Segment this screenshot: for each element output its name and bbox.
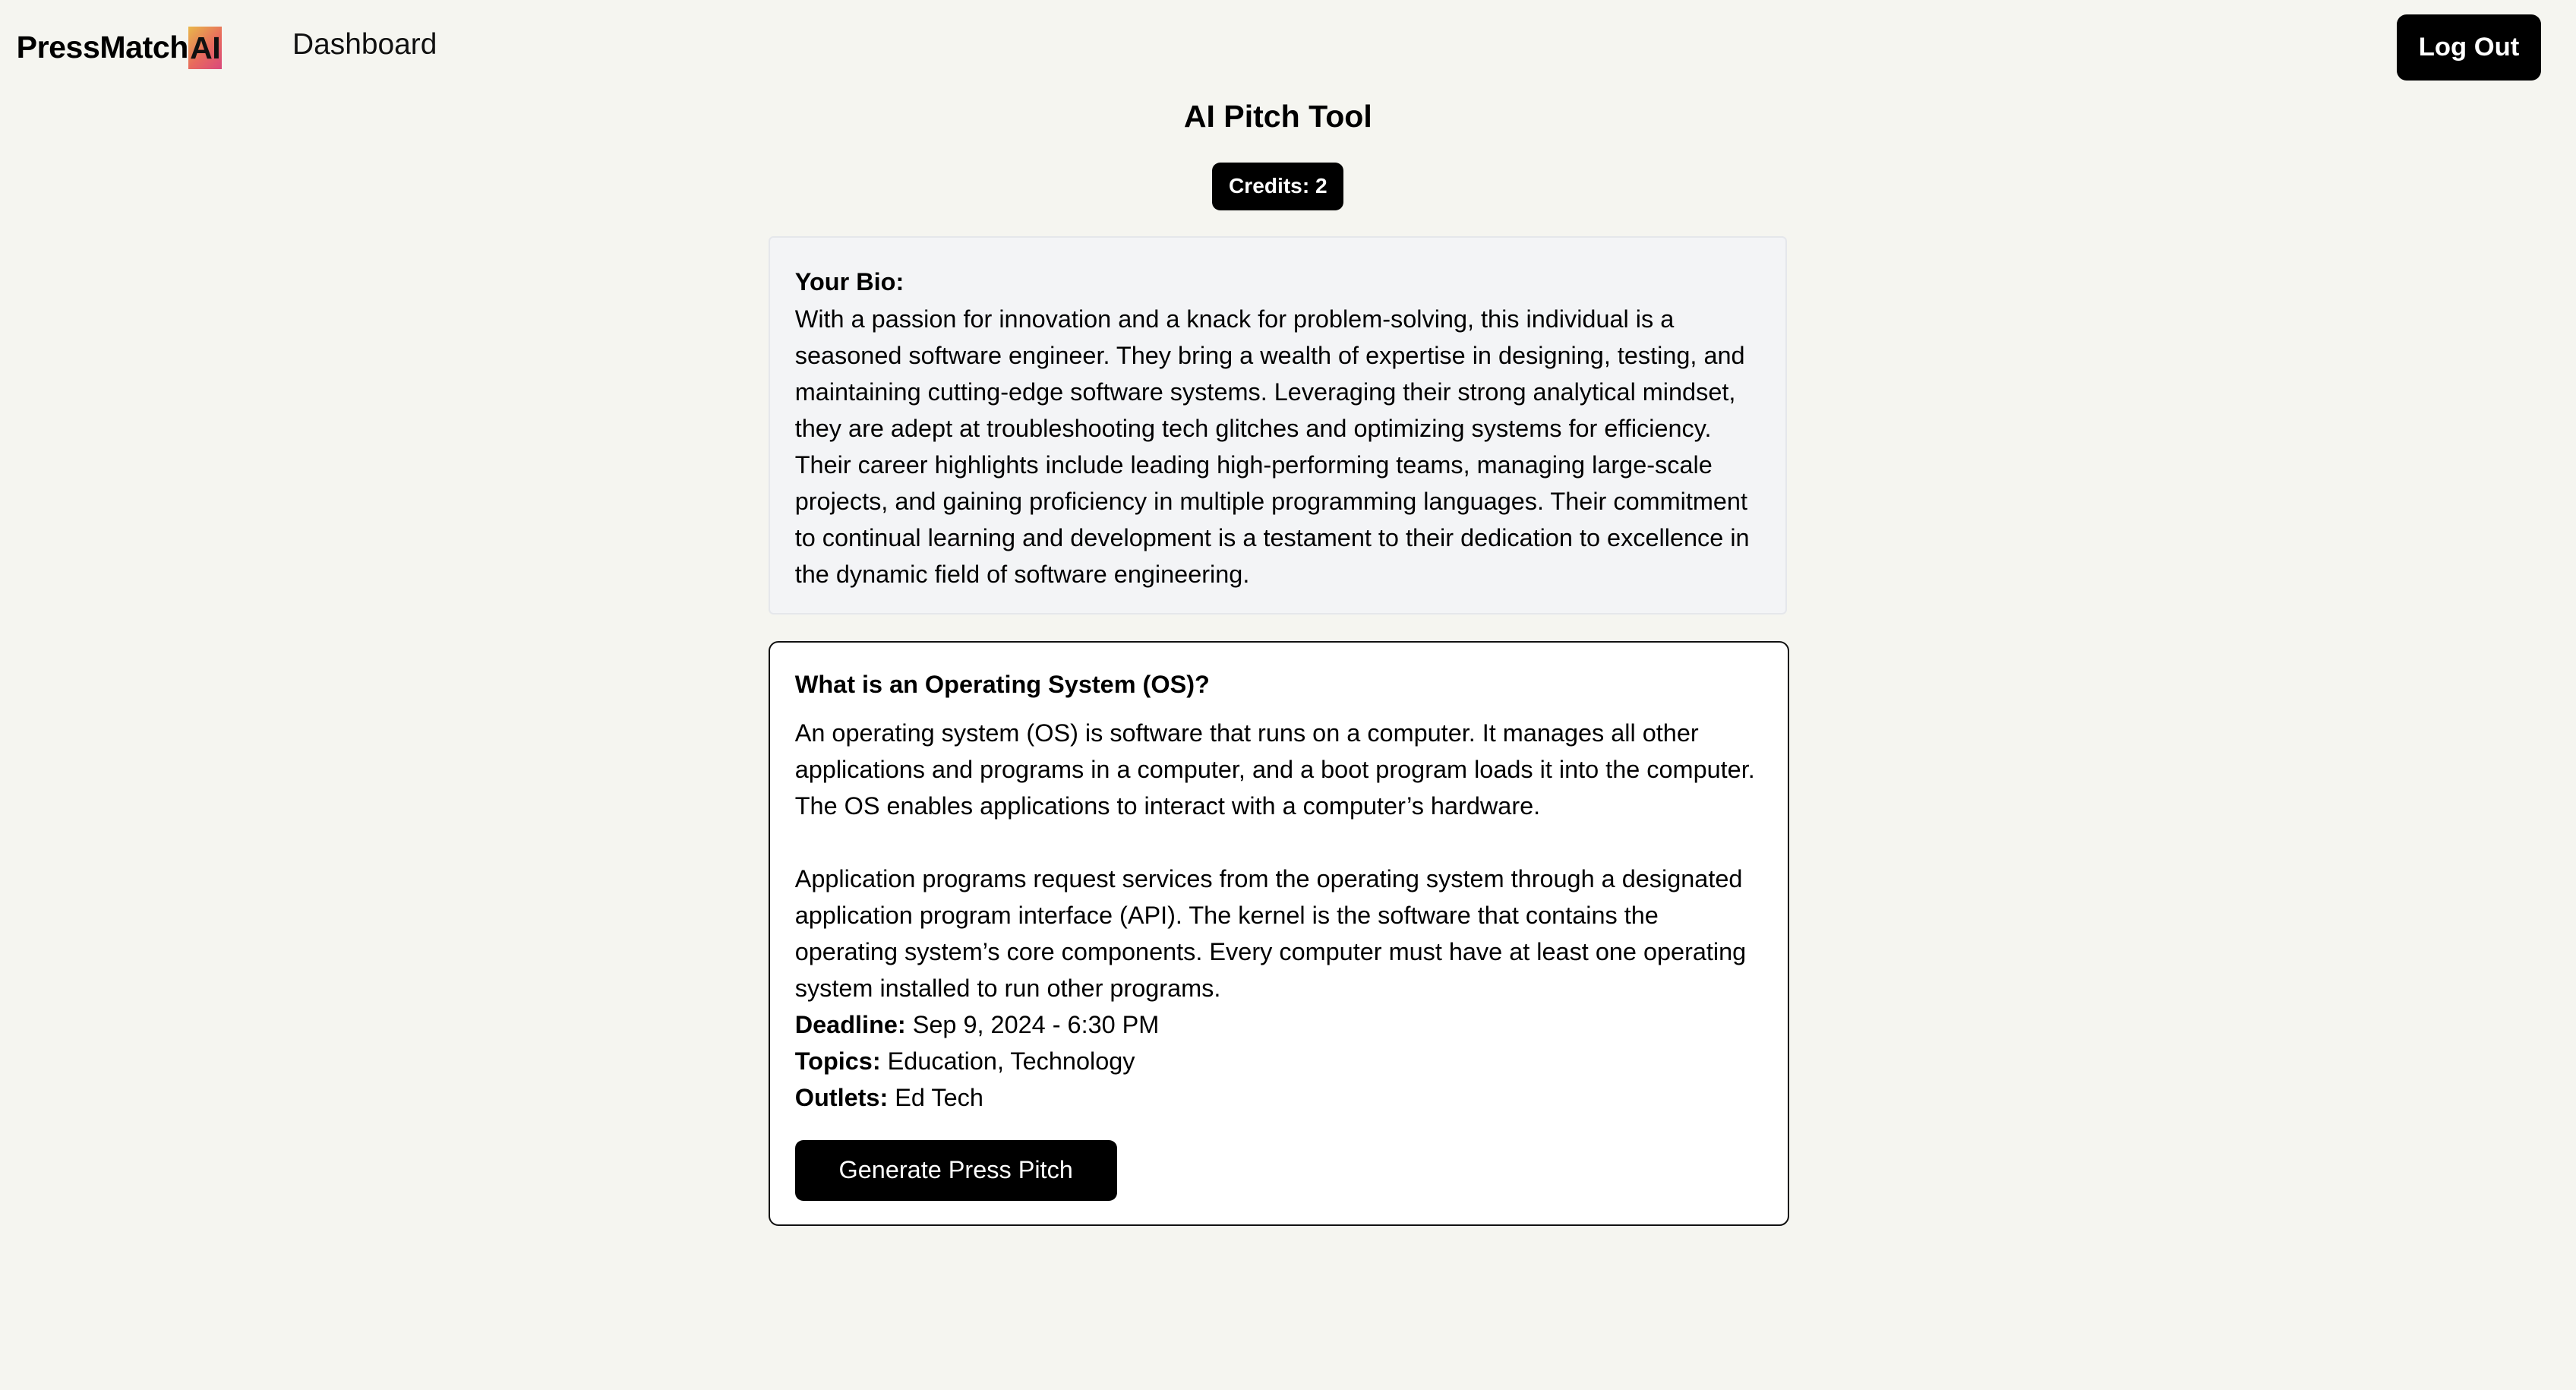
pitch-card bbox=[769, 641, 1788, 1226]
pitch-title: What is an Operating System (OS)? bbox=[794, 671, 1210, 698]
topics-row bbox=[795, 1043, 1763, 1079]
outlets-row bbox=[795, 1079, 1763, 1116]
credits-badge: Credits: 2 bbox=[1212, 163, 1343, 210]
topics-label: Topics: bbox=[794, 1047, 881, 1075]
generate-press-pitch-button[interactable]: Generate Press Pitch bbox=[795, 1140, 1117, 1201]
deadline-value: Sep 9, 2024 - 6:30 PM bbox=[912, 1010, 1160, 1038]
outlets-value: Ed Tech bbox=[895, 1083, 983, 1111]
logo-text: PressMatch bbox=[16, 30, 188, 65]
logout-button[interactable]: Log Out bbox=[2397, 14, 2541, 81]
bio-text: With a passion for innovation and a knack for problem-solving, this individual is a seasoned software engineer. They bring a wealth of expertise in designing, testing, and maintaining cutting-edge software systems. Leveraging their strong analytical mindset, they are adept at troubleshooting tech glitches and optimizing systems for efficiency. Their career highlights include leading high-performing teams, managing large-scale projects, and gaining proficiency in multiple programming languages. Their commitment to continual learning and development is a testament to their dedication to excellence in the dynamic field of software engineering. bbox=[794, 305, 1750, 588]
bio-card bbox=[769, 236, 1787, 614]
outlets-label: Outlets: bbox=[794, 1083, 889, 1111]
bio-label: Your Bio: bbox=[794, 268, 904, 296]
logo-ai-badge: AI bbox=[188, 27, 223, 69]
deadline-row bbox=[795, 1006, 1763, 1043]
topics-value: Education, Technology bbox=[887, 1047, 1135, 1075]
nav-dashboard-link[interactable]: Dashboard bbox=[292, 27, 437, 61]
brand-logo[interactable] bbox=[17, 27, 223, 69]
pitch-description: An operating system (OS) is software that runs on a computer. It manages all other applications and programs in a computer, and a boot program loads it into the computer. The OS enables applications to interact with a computer’s hardware. Application programs request services from the operating system through a designated application program interface (API). The kernel is the software that contains the operating system’s core components. Every computer must have at least one operating system installed to run other programs. bbox=[794, 719, 1755, 1002]
page-title: AI Pitch Tool bbox=[1183, 98, 1372, 134]
deadline-label: Deadline: bbox=[794, 1010, 906, 1038]
top-header bbox=[0, 0, 2576, 92]
